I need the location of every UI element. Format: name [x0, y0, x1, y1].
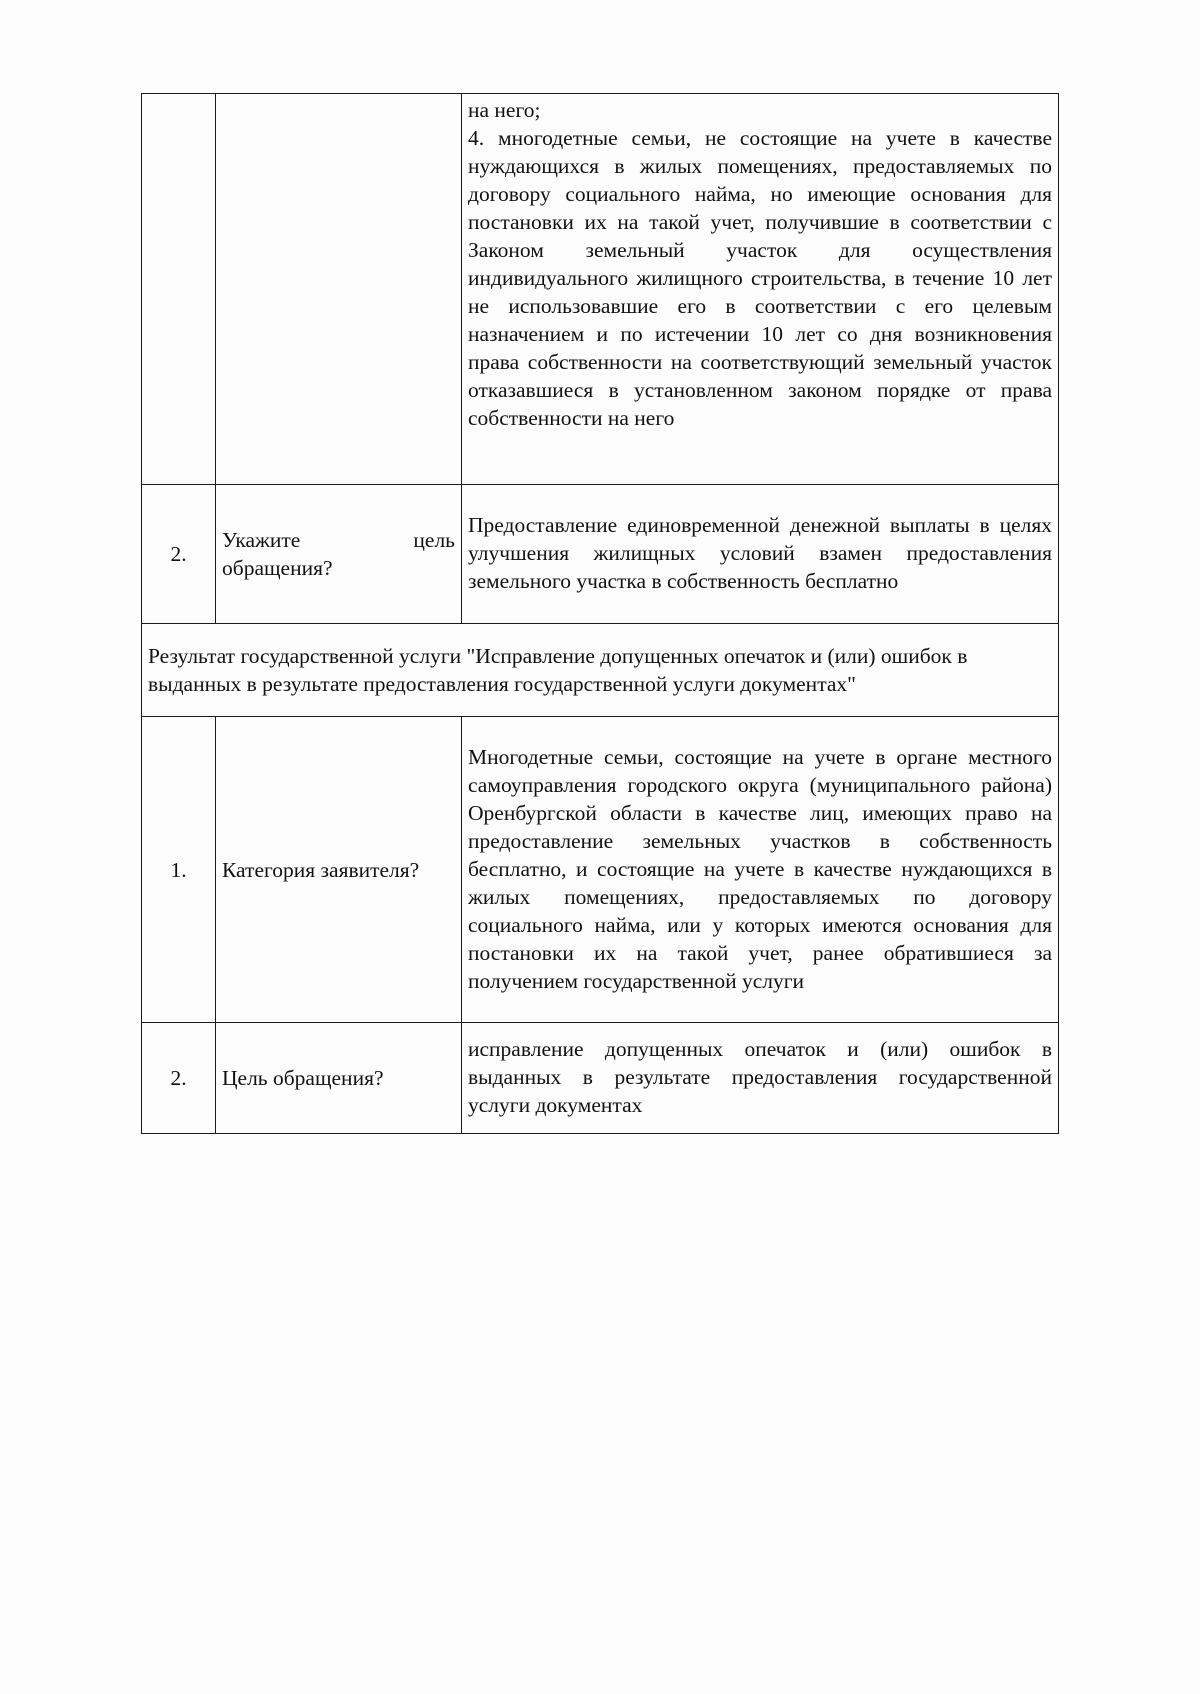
answer-line: на него;	[468, 98, 541, 122]
section-title: Результат государственной услуги "Исправление допущенных опечаток и (или) ошибок в выданных в результате предоставления государственной услуги документах"	[142, 624, 1059, 717]
answer-cell: исправление допущенных опечаток и (или) ошибок в выданных в результате предоставления государственной услуги документах	[462, 1023, 1059, 1134]
questionnaire-table	[141, 93, 1059, 1134]
question-cell: Категория заявителя?	[216, 717, 462, 1023]
row-number-cell: 1.	[142, 717, 216, 1023]
table-row	[142, 717, 1059, 1023]
answer-paragraph: 4. многодетные семьи, не состоящие на учете в качестве нуждающихся в жилых помещениях, предоставляемых по договору социального найма, но имеющие основания для постановки их на такой учет, получившие в соответствии с Законом земельный участок для осуществления индивидуального жилищного строительства, в течение 10 лет не использовавшие его в соответствии с его целевым назначением и по истечении 10 лет со дня возникновения права собственности на соответствующий земельный участок отказавшиеся в установленном законом порядке от права собственности на него	[468, 126, 1052, 430]
answer-cell	[462, 94, 1059, 485]
table-row	[142, 94, 1059, 485]
table-row	[142, 1023, 1059, 1134]
answer-cell: Предоставление единовременной денежной выплаты в целях улучшения жилищных условий взамен предоставления земельного участка в собственность бесплатно	[462, 485, 1059, 624]
table-row	[142, 485, 1059, 624]
row-number-cell: 2.	[142, 485, 216, 624]
question-cell: Цель обращения?	[216, 1023, 462, 1134]
question-cell: Укажите цель обращения?	[216, 485, 462, 624]
question-cell	[216, 94, 462, 485]
row-number-cell: 2.	[142, 1023, 216, 1134]
answer-cell: Многодетные семьи, состоящие на учете в органе местного самоуправления городского округа (муниципального района) Оренбургской области в качестве лиц, имеющих право на предоставление земельных участков в собственность бесплатно, и состоящие на учете в качестве нуждающихся в жилых помещениях, предоставляемых по договору социального найма, или у которых имеются основания для постановки их на такой учет, ранее обратившиеся за получением государственной услуги	[462, 717, 1059, 1023]
row-number-cell	[142, 94, 216, 485]
section-row	[142, 624, 1059, 717]
